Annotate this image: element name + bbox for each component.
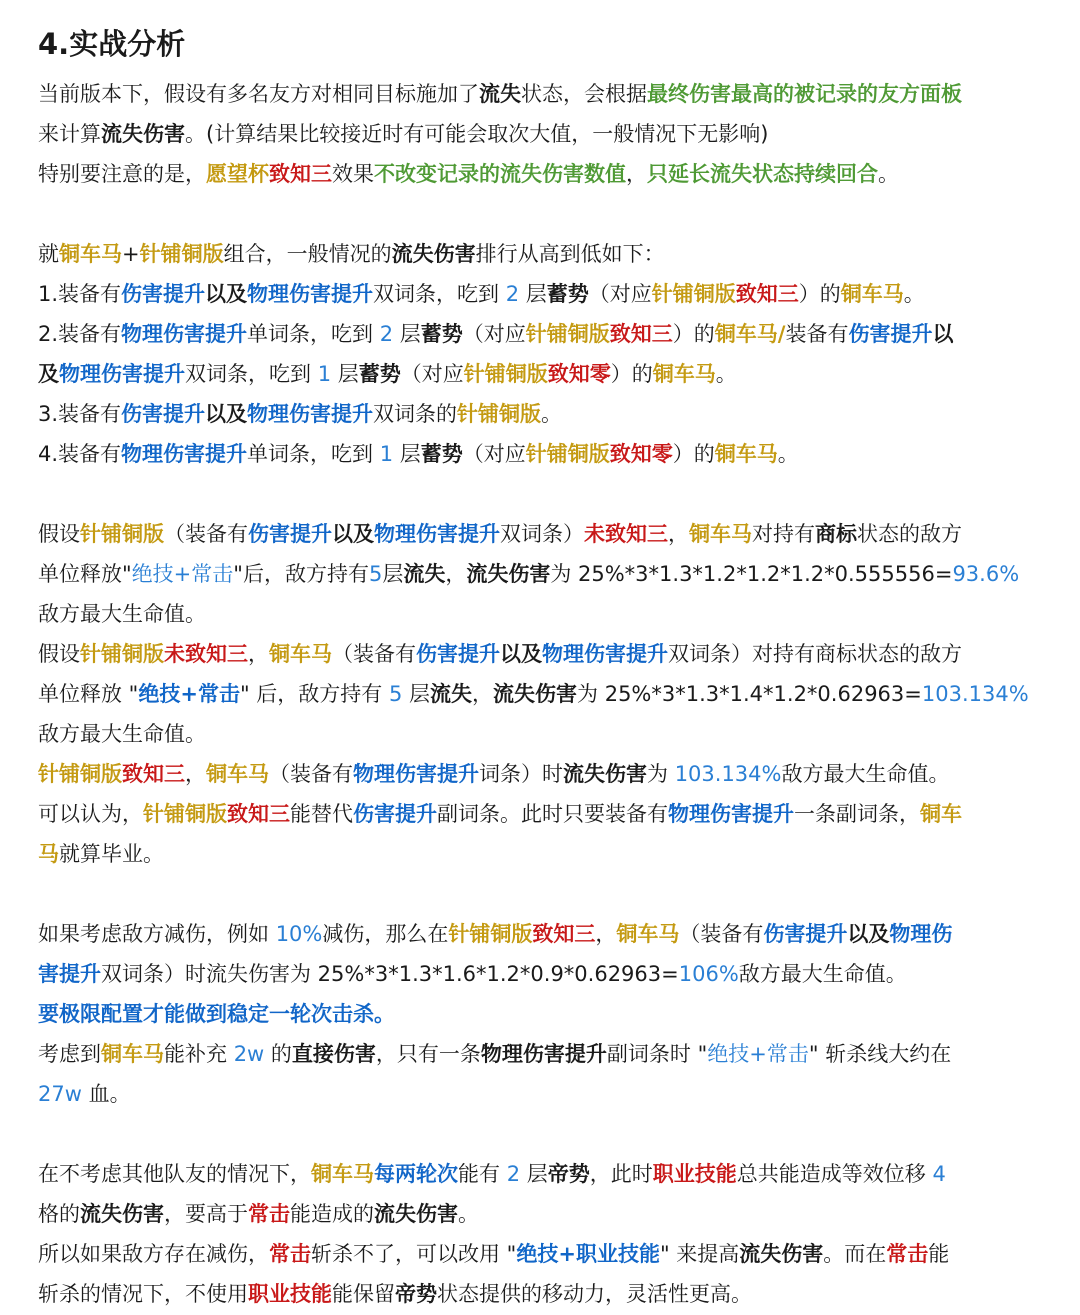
text-run: （装备有 — [679, 922, 764, 946]
text-run: 层 — [402, 682, 431, 706]
text-run: 的 — [264, 1042, 292, 1066]
blue-highlight: 伤害提升 — [248, 522, 332, 546]
text-run: 敌方最大生命值。 — [781, 762, 950, 786]
num-highlight: 10% — [275, 922, 323, 946]
num-highlight: 2 — [505, 282, 520, 306]
text-run: 单词条，吃到 — [247, 442, 380, 466]
gold-highlight: 铜车马 — [269, 642, 332, 666]
gold-highlight: 针铺铜版 — [143, 802, 227, 826]
text-run: 可以认为， — [38, 802, 143, 826]
gold-highlight: 针铺铜版 — [448, 922, 533, 946]
b-highlight: 以及 — [205, 282, 248, 306]
text-run: ，此时 — [589, 1162, 653, 1186]
b-highlight: 以及 — [332, 522, 374, 546]
blue-highlight: 伤害提升 — [121, 282, 206, 306]
red-highlight: 常击 — [886, 1242, 929, 1266]
text-run: 副词条。此时只要装备有 — [437, 802, 668, 826]
green-highlight: 不改变记录的流失伤害数值 — [374, 162, 626, 186]
paragraph — [38, 74, 1044, 194]
text-line — [38, 674, 1044, 714]
num-highlight: 103.134% — [674, 762, 782, 786]
blue-highlight: 物理伤害提升 — [353, 762, 479, 786]
blue-highlight: 绝技+职业技能 — [516, 1242, 660, 1266]
text-run: 副词条时 " — [606, 1042, 708, 1066]
text-run: 能替代 — [290, 802, 353, 826]
text-line — [38, 314, 1044, 354]
text-run: + — [122, 242, 140, 266]
b-highlight: 以及 — [500, 642, 542, 666]
num-highlight: 93.6% — [952, 562, 1020, 586]
num-highlight: 5 — [368, 562, 383, 586]
text-run: ， — [445, 562, 467, 586]
red-highlight: 致知三 — [609, 322, 673, 346]
text-run: ，只有一条 — [375, 1042, 481, 1066]
text-run: 。 — [458, 1202, 479, 1226]
text-line — [38, 1234, 1044, 1274]
text-run: 状态的敌方 — [857, 522, 962, 546]
gold-highlight: 针铺铜版 — [525, 322, 610, 346]
text-run: 总共能造成等效位移 — [736, 1162, 933, 1186]
paragraph-gap — [38, 194, 1044, 234]
text-line — [38, 434, 1044, 474]
b-highlight: 流失 — [479, 82, 521, 106]
text-run: 假设 — [38, 642, 80, 666]
text-run: 单词条，吃到 — [247, 322, 380, 346]
blue-highlight: 伤害提升 — [121, 402, 206, 426]
green-highlight: 最终伤害最高的被记录的友方面板 — [647, 82, 962, 106]
num-highlight: 绝技+常击 — [131, 562, 234, 586]
text-line — [38, 1074, 1044, 1114]
text-run: 双词条，吃到 — [185, 362, 318, 386]
gold-highlight: 针铺铜版 — [457, 402, 542, 426]
red-highlight: 职业技能 — [248, 1282, 332, 1306]
text-run: （对应 — [462, 322, 526, 346]
text-run: 能有 — [458, 1162, 507, 1186]
blue-highlight: 物理伤害提升 — [374, 522, 500, 546]
b-highlight: 流失 — [430, 682, 473, 706]
text-run: 就算毕业。 — [59, 842, 164, 866]
blue-highlight: 伤害提升 — [416, 642, 500, 666]
num-highlight: 绝技+常击 — [707, 1042, 809, 1066]
text-run: 假设 — [38, 522, 80, 546]
text-line — [38, 234, 1044, 274]
b-highlight: 流失伤害 — [101, 122, 185, 146]
text-line — [38, 754, 1044, 794]
text-run: 斩杀不了，可以改用 " — [311, 1242, 517, 1266]
num-highlight: 4 — [932, 1162, 946, 1186]
red-highlight: 常击 — [248, 1202, 290, 1226]
text-run: 敌方最大生命值。 — [738, 962, 907, 986]
text-run: 层 — [519, 282, 547, 306]
blue-highlight: 物理伤害提升 — [59, 362, 185, 386]
text-run: 。 — [541, 402, 563, 426]
text-run: 特别要注意的是， — [38, 162, 206, 186]
text-run: 双词条，吃到 — [373, 282, 506, 306]
text-run: 斩杀的情况下，不使用 — [38, 1282, 248, 1306]
text-run: 。 — [777, 442, 799, 466]
gold-highlight: 针铺铜版 — [463, 362, 548, 386]
blue-highlight: 害提升 — [38, 962, 101, 986]
text-run: 单位释放 " — [38, 682, 139, 706]
text-run: " 后，敌方持有 — [239, 682, 389, 706]
text-run: " 斩杀线大约在 — [808, 1042, 952, 1066]
paragraph-gap — [38, 474, 1044, 514]
num-highlight: 2w — [233, 1042, 265, 1066]
b-highlight: 商标 — [815, 522, 857, 546]
b-highlight: 流失伤害 — [493, 682, 578, 706]
red-highlight: 致知零 — [547, 362, 611, 386]
blue-highlight: 物理伤害提升 — [121, 322, 248, 346]
text-line — [38, 914, 1044, 954]
red-highlight: 致知三 — [227, 802, 290, 826]
text-run: ， — [626, 162, 647, 186]
text-line — [38, 114, 1044, 154]
text-line — [38, 1194, 1044, 1234]
red-highlight: 致知三 — [122, 762, 185, 786]
b-highlight: 以 — [932, 322, 954, 346]
text-run: 为 25%*3*1.3*1.4*1.2*0.62963= — [577, 682, 922, 706]
text-run: ，要高于 — [164, 1202, 248, 1226]
gold-highlight: 针铺铜版 — [651, 282, 736, 306]
text-run: 双词条）时流失伤害为 25%*3*1.3*1.6*1.2*0.9*0.62963= — [101, 962, 679, 986]
text-run: 状态提供的移动力，灵活性更高。 — [437, 1282, 752, 1306]
text-run: ， — [668, 522, 689, 546]
text-run: 。 — [878, 162, 899, 186]
text-run: 减伤，那么在 — [322, 922, 449, 946]
b-highlight: 物理伤害提升 — [480, 1042, 607, 1066]
b-highlight: 流失伤害 — [739, 1242, 824, 1266]
b-highlight: 以及 — [847, 922, 890, 946]
num-highlight: 1 — [379, 442, 394, 466]
gold-highlight: 铜车马 — [59, 242, 122, 266]
red-highlight: 未致知三 — [164, 642, 248, 666]
text-line — [38, 834, 1044, 874]
text-line — [38, 1034, 1044, 1074]
text-run: 双词条） — [500, 522, 584, 546]
text-line — [38, 554, 1044, 594]
text-run: 能保留 — [332, 1282, 395, 1306]
text-run: ）的 — [798, 282, 841, 306]
paragraph — [38, 514, 1044, 874]
text-line — [38, 954, 1044, 994]
text-run: 层 — [393, 322, 421, 346]
b-highlight: 流失伤害 — [80, 1202, 164, 1226]
text-run: （对应 — [400, 362, 464, 386]
text-run: 在不考虑其他队友的情况下， — [38, 1162, 311, 1186]
text-run: 就 — [38, 242, 59, 266]
text-line — [38, 714, 1044, 754]
paragraph — [38, 1154, 1044, 1314]
blue-highlight: 物理伤 — [889, 922, 953, 946]
text-run: 双词条的 — [373, 402, 458, 426]
gold-highlight: 铜车马 — [652, 362, 716, 386]
text-line — [38, 154, 1044, 194]
gold-highlight: 针铺铜版 — [80, 522, 164, 546]
blue-highlight: 物理伤害提升 — [668, 802, 794, 826]
blue-highlight: 绝技+常击 — [138, 682, 240, 706]
blue-highlight: 每两轮次 — [374, 1162, 458, 1186]
text-run: 为 25%*3*1.3*1.2*1.2*1.2*0.555556= — [550, 562, 953, 586]
text-line — [38, 594, 1044, 634]
num-highlight: 2 — [379, 322, 394, 346]
text-run: ）的 — [672, 322, 715, 346]
blue-highlight: 物理伤害提升 — [247, 282, 374, 306]
num-highlight: 2 — [506, 1162, 521, 1186]
paragraph-gap — [38, 874, 1044, 914]
text-run: 层 — [382, 562, 404, 586]
b-highlight: 帝势 — [547, 1162, 590, 1186]
text-run: 1.装备有 — [38, 282, 122, 306]
red-highlight: 致知三 — [735, 282, 799, 306]
blue-highlight: 物理伤害提升 — [121, 442, 248, 466]
blue-highlight: 物理伤害提升 — [247, 402, 374, 426]
text-run: ）的 — [610, 362, 653, 386]
text-run: 为 — [647, 762, 675, 786]
b-highlight: 帝势 — [395, 1282, 437, 1306]
text-run: 。 — [903, 282, 925, 306]
b-highlight: 以及 — [205, 402, 248, 426]
text-line — [38, 994, 1044, 1034]
b-highlight: 蓄势 — [420, 442, 463, 466]
text-run: 词条）时 — [479, 762, 563, 786]
text-run: 状态，会根据 — [521, 82, 647, 106]
blue-highlight: 伤害提升 — [848, 322, 933, 346]
red-highlight: 致知三 — [532, 922, 596, 946]
text-run: ， — [595, 922, 617, 946]
b-highlight: 及 — [38, 362, 59, 386]
text-run: 层 — [393, 442, 421, 466]
text-run: 对持有 — [752, 522, 815, 546]
text-line — [38, 514, 1044, 554]
text-run: 来计算 — [38, 122, 101, 146]
text-run: 排行从高到低如下： — [475, 242, 665, 266]
b-highlight: 流失伤害 — [391, 242, 476, 266]
b-highlight: 流失 — [403, 562, 446, 586]
num-highlight: 5 — [388, 682, 403, 706]
gold-highlight: 铜车 — [920, 802, 962, 826]
gold-highlight: 铜车马 — [714, 442, 778, 466]
text-run: 效果 — [332, 162, 374, 186]
gold-highlight: 铜车马/ — [714, 322, 786, 346]
b-highlight: 蓄势 — [420, 322, 463, 346]
text-run: 。(计算结果比较接近时有可能会取次大值，一般情况下无影响) — [185, 122, 769, 146]
paragraph-gap — [38, 1114, 1044, 1154]
text-line — [38, 394, 1044, 434]
text-run: 能 — [928, 1242, 950, 1266]
gold-highlight: 铜车马 — [101, 1042, 164, 1066]
gold-highlight: 铜车马 — [840, 282, 904, 306]
blue-highlight: 伤害提升 — [353, 802, 437, 826]
gold-highlight: 铜车马 — [689, 522, 752, 546]
text-run: "后，敌方持有 — [233, 562, 369, 586]
text-run: 组合，一般情况的 — [223, 242, 392, 266]
red-highlight: 常击 — [269, 1242, 311, 1266]
text-run: 考虑到 — [38, 1042, 101, 1066]
b-highlight: 蓄势 — [358, 362, 401, 386]
text-line — [38, 274, 1044, 314]
text-run: （对应 — [588, 282, 652, 306]
text-run: （装备有 — [332, 642, 416, 666]
gold-highlight: 针铺铜版 — [38, 762, 122, 786]
text-run: 敌方最大生命值。 — [38, 722, 206, 746]
red-highlight: 致知零 — [609, 442, 673, 466]
text-run: 敌方最大生命值。 — [38, 602, 206, 626]
text-run: 单位释放" — [38, 562, 132, 586]
text-line — [38, 794, 1044, 834]
text-run: ， — [185, 762, 206, 786]
gold-highlight: 针铺铜版 — [525, 442, 610, 466]
text-run: 当前版本下，假设有多名友方对相同目标施加了 — [38, 82, 479, 106]
text-run: （对应 — [462, 442, 526, 466]
b-highlight: 蓄势 — [546, 282, 589, 306]
text-run: 血。 — [81, 1082, 131, 1106]
gold-highlight: 铜车马 — [206, 762, 269, 786]
text-run: 4.装备有 — [38, 442, 122, 466]
text-run: 双词条）对持有商标状态的敌方 — [668, 642, 962, 666]
red-highlight: 致知三 — [269, 162, 332, 186]
text-run: ）的 — [672, 442, 715, 466]
text-run: 装备有 — [785, 322, 849, 346]
gold-highlight: 铜车马 — [616, 922, 680, 946]
text-line — [38, 74, 1044, 114]
text-run: （装备有 — [269, 762, 353, 786]
text-run: ， — [472, 682, 494, 706]
blue-highlight: 要极限配置才能做到稳定一轮次击杀。 — [38, 1002, 395, 1026]
text-line — [38, 634, 1044, 674]
text-run: 一条副词条， — [794, 802, 920, 826]
gold-highlight: 针铺铜版 — [80, 642, 164, 666]
gold-highlight: 马 — [38, 842, 59, 866]
article-body — [38, 74, 1044, 1314]
blue-highlight: 物理伤害提升 — [542, 642, 668, 666]
text-line — [38, 354, 1044, 394]
text-run: 。 — [715, 362, 737, 386]
text-run: 3.装备有 — [38, 402, 122, 426]
num-highlight: 103.134% — [921, 682, 1029, 706]
num-highlight: 106% — [678, 962, 739, 986]
gold-highlight: 针铺铜版 — [139, 242, 224, 266]
green-highlight: 只延长流失状态持续回合 — [647, 162, 878, 186]
text-run: 。而在 — [823, 1242, 887, 1266]
text-run: 层 — [520, 1162, 548, 1186]
text-run: 能造成的 — [290, 1202, 374, 1226]
text-run: 格的 — [38, 1202, 80, 1226]
red-highlight: 职业技能 — [652, 1162, 737, 1186]
text-run: （装备有 — [164, 522, 248, 546]
section-title: 4.实战分析 — [38, 27, 186, 61]
text-run: ， — [248, 642, 269, 666]
blue-highlight: 伤害提升 — [763, 922, 848, 946]
text-run: 所以如果敌方存在减伤， — [38, 1242, 269, 1266]
b-highlight: 流失伤害 — [466, 562, 551, 586]
text-run: " 来提高 — [659, 1242, 740, 1266]
text-run: 能补充 — [164, 1042, 234, 1066]
paragraph — [38, 234, 1044, 474]
text-run: 层 — [331, 362, 359, 386]
gold-highlight: 铜车马 — [311, 1162, 374, 1186]
red-highlight: 未致知三 — [584, 522, 668, 546]
b-highlight: 直接伤害 — [291, 1042, 376, 1066]
num-highlight: 27w — [38, 1082, 82, 1106]
b-highlight: 流失伤害 — [374, 1202, 458, 1226]
text-run: 2.装备有 — [38, 322, 122, 346]
gold-highlight: 愿望杯 — [206, 162, 269, 186]
text-run: 如果考虑敌方减伤，例如 — [38, 922, 276, 946]
num-highlight: 1 — [317, 362, 332, 386]
b-highlight: 流失伤害 — [563, 762, 647, 786]
text-line — [38, 1154, 1044, 1194]
text-line — [38, 1274, 1044, 1314]
paragraph — [38, 914, 1044, 1114]
